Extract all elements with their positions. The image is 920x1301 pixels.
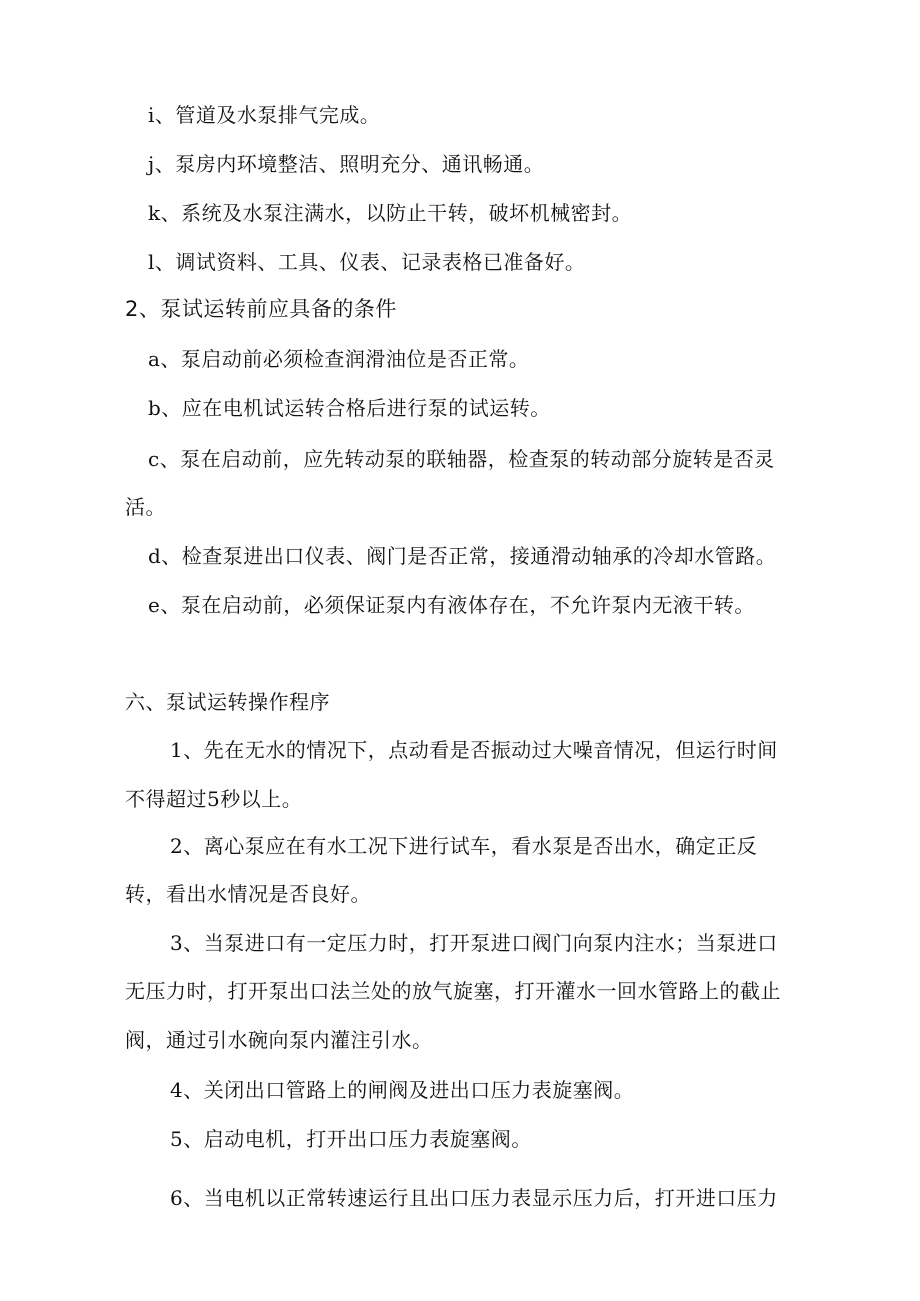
prereq-item-i: i、管道及水泵排气完成。 (148, 103, 381, 127)
section-2-item-d: d、检查泵进出口仪表、阀门是否正常，接通滑动轴承的冷却水管路。 (148, 544, 777, 568)
section-2-item-e: e、泵在启动前，必须保证泵内有液体存在，不允许泵内无液干转。 (148, 593, 755, 617)
section-2-item-c-continued: 活。 (125, 495, 166, 519)
section-2-item-a: a、泵启动前必须检查润滑油位是否正常。 (148, 347, 530, 371)
step-6-line-1: 6、当电机以正常转速运行且出口压力表显示压力后，打开进口压力 (170, 1186, 778, 1210)
section-6-title: 六、泵试运转操作程序 (125, 690, 330, 714)
step-3-line-3: 阀，通过引水碗向泵内灌注引水。 (125, 1028, 433, 1052)
prereq-item-j: j、泵房内环境整洁、照明充分、通讯畅通。 (148, 152, 545, 176)
prereq-item-k: k、系统及水泵注满水，以防止干转，破坏机械密封。 (148, 201, 633, 225)
step-5: 5、启动电机，打开出口压力表旋塞阀。 (170, 1127, 532, 1151)
prereq-item-l: l、调试资料、工具、仪表、记录表格已准备好。 (148, 250, 586, 274)
step-3-line-2: 无压力时，打开泵出口法兰处的放气旋塞，打开灌水一回水管路上的截止 (125, 979, 781, 1003)
step-2-line-1: 2、离心泵应在有水工况下进行试车，看水泵是否出水，确定正反 (170, 834, 758, 858)
step-1-line-1: 1、先在无水的情况下，点动看是否振动过大噪音情况，但运行时间 (170, 738, 778, 762)
step-4: 4、关闭出口管路上的闸阀及进出口压力表旋塞阀。 (170, 1078, 635, 1102)
section-2-title: 2、泵试运转前应具备的条件 (125, 297, 397, 321)
step-1-line-2: 不得超过5秒以上。 (125, 787, 303, 811)
section-2-item-b: b、应在电机试运转合格后进行泵的试运转。 (148, 396, 551, 420)
section-2-item-c: c、泵在启动前，应先转动泵的联轴器，检查泵的转动部分旋转是否灵 (148, 447, 775, 471)
step-2-line-2: 转，看出水情况是否良好。 (125, 882, 371, 906)
step-3-line-1: 3、当泵进口有一定压力时，打开泵进口阀门向泵内注水；当泵进口 (170, 931, 778, 955)
